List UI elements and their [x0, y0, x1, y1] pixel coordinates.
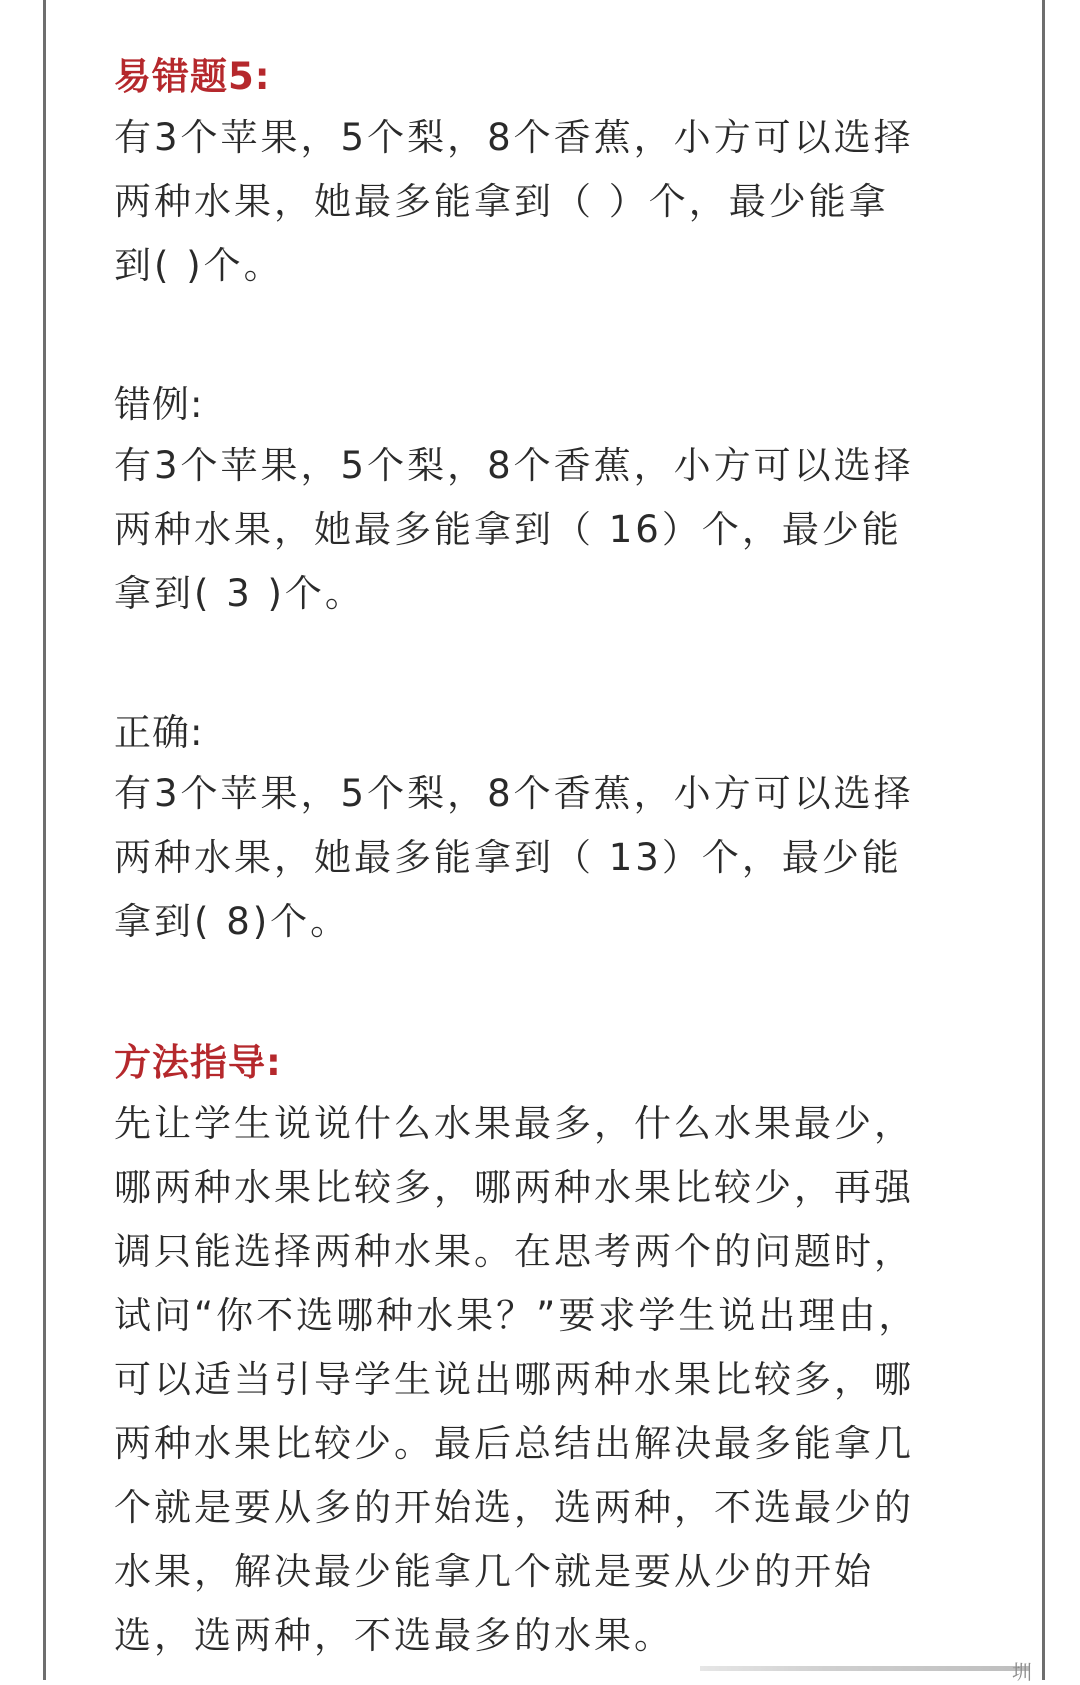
watermark	[700, 1656, 1040, 1684]
right-border	[1042, 0, 1045, 1680]
spacer	[114, 298, 994, 376]
method-line: 试问“你不选哪种水果？”要求学生说出理由，	[114, 1294, 919, 1337]
correct-paragraph	[114, 762, 994, 954]
question-line: 有3个苹果，5个梨，8个香蕉，小方可以选择	[114, 116, 914, 159]
wrong-example-line: 两种水果，她最多能拿到（ 16）个，最少能	[114, 508, 902, 551]
method-paragraph	[114, 1092, 994, 1668]
wrong-example-line: 有3个苹果，5个梨，8个香蕉，小方可以选择	[114, 444, 914, 487]
method-line: 调只能选择两种水果。在思考两个的问题时，	[114, 1230, 914, 1273]
left-border	[43, 0, 46, 1680]
question-line: 两种水果，她最多能拿到（ ）个，最少能拿	[114, 180, 889, 223]
question-line: 到( )个。	[114, 244, 284, 287]
watermark-bar	[700, 1666, 1030, 1671]
spacer	[114, 954, 994, 1034]
method-line: 先让学生说说什么水果最多，什么水果最少，	[114, 1102, 914, 1145]
mistake-section	[114, 48, 994, 298]
correct-line: 拿到( 8)个。	[114, 900, 351, 943]
method-heading: 方法指导:	[114, 1041, 282, 1084]
document-body	[114, 48, 994, 1668]
method-line: 选，选两种，不选最多的水果。	[114, 1614, 674, 1657]
wrong-example-section	[114, 376, 994, 626]
correct-section	[114, 704, 994, 954]
method-line: 可以适当引导学生说出哪两种水果比较多，哪	[114, 1358, 914, 1401]
method-line: 两种水果比较少。最后总结出解决最多能拿几	[114, 1422, 914, 1465]
method-line: 个就是要从多的开始选，选两种，不选最少的	[114, 1486, 914, 1529]
method-section	[114, 1034, 994, 1668]
wrong-example-label: 错例:	[114, 383, 204, 426]
wrong-example-line: 拿到( 3 )个。	[114, 572, 365, 615]
method-line: 水果，解决最少能拿几个就是要从少的开始	[114, 1550, 874, 1593]
correct-line: 有3个苹果，5个梨，8个香蕉，小方可以选择	[114, 772, 914, 815]
spacer	[114, 626, 994, 704]
correct-label: 正确:	[114, 711, 204, 754]
watermark-text: 圳	[1012, 1660, 1032, 1684]
wrong-example-paragraph	[114, 434, 994, 626]
method-line: 哪两种水果比较多，哪两种水果比较少，再强	[114, 1166, 914, 1209]
question-paragraph	[114, 106, 994, 298]
mistake-heading: 易错题5:	[114, 55, 271, 98]
correct-line: 两种水果，她最多能拿到（ 13）个，最少能	[114, 836, 902, 879]
